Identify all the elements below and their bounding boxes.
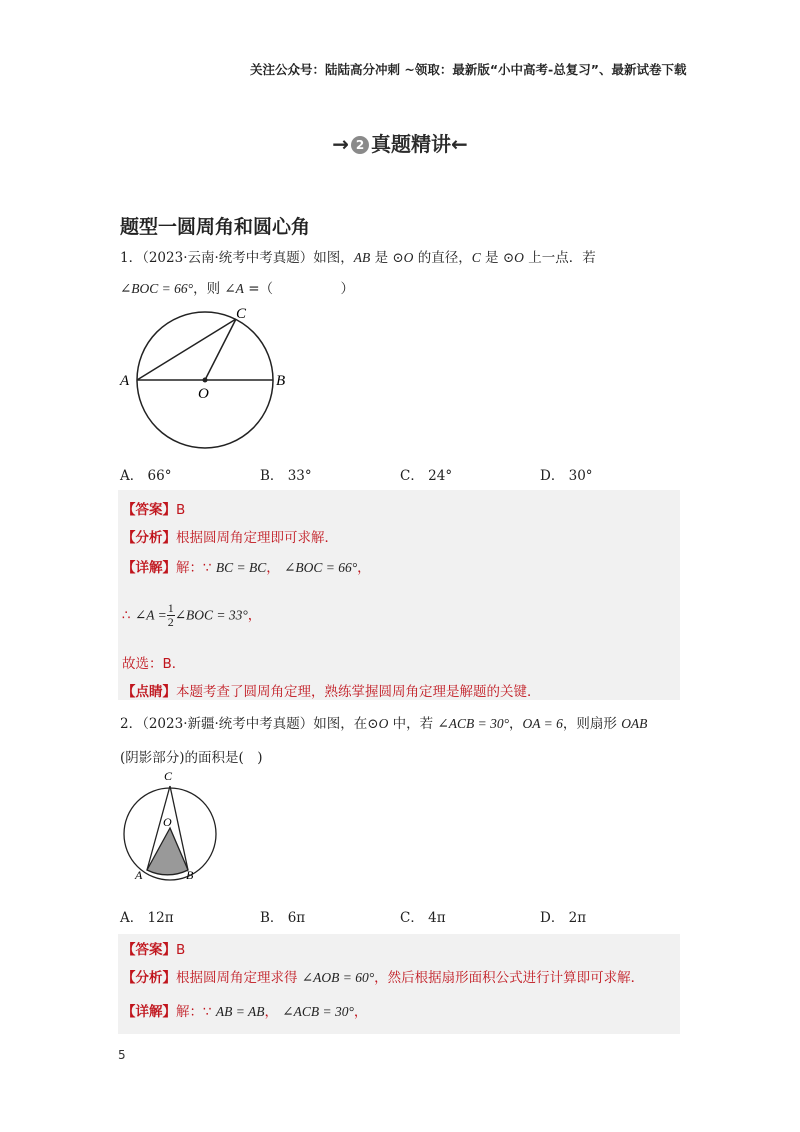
q1-answer: 【答案】B [122,502,186,518]
q2-label-a: A [135,868,143,882]
q1-line1: 1．（2023·云南·统考中考真题）如图，AB 是 ⊙O 的直径，C 是 ⊙O 上一点．若 [120,250,596,266]
page-number: 5 [118,1048,126,1062]
q2-detail: 【详解】解：∵ AB = AB， ∠ACB = 30°， [122,1004,368,1020]
q1-therefore: ∴ ∠A = $\frac{1}{2}$ ∠BOC = 33°， [122,601,262,629]
q2-figure [118,766,228,886]
q1-answer-box [118,490,680,700]
q1-option-d: D． 30° [540,468,593,484]
q1-choose: 故选：B． [122,656,186,672]
q2-line2: (阴影部分)的面积是( ) [120,750,263,766]
q1-label-b: B [276,373,286,389]
section-title: 真题精讲 [371,132,451,156]
q2-option-a: A． 12π [120,910,174,926]
q1-label-c: C [236,306,247,322]
q1-option-b: B． 33° [260,468,312,484]
header-note: 关注公众号：陆陆高分冲刺 ~领取：最新版“小中高考-总复习”、最新试卷下载 [250,62,687,77]
q1-label-o: O [198,386,209,402]
q1-comment: 【点睛】本题考查了圆周角定理，熟练掌握圆周角定理是解题的关键． [122,684,541,700]
section-number-badge: 2 [351,136,369,154]
q1-figure [118,300,308,470]
q2-line1: 2．（2023·新疆·统考中考真题）如图，在⊙O 中，若 ∠ACB = 30°，OA = 6，则扇形 OAB [120,716,648,732]
q2-label-c: C [164,769,173,783]
q1-detail: 【详解】解：∵ BC = BC， ∠BOC = 66°， [122,560,371,576]
q1-label-a: A [120,373,130,389]
q2-answer: 【答案】B [122,942,186,958]
q2-label-o: O [163,815,172,829]
q1-option-a: A． 66° [120,468,172,484]
q1-analysis: 【分析】根据圆周角定理即可求解． [122,530,338,546]
q1-option-c: C． 24° [400,468,453,484]
arrow-right-icon: → [332,132,349,156]
q2-option-b: B． 6π [260,910,306,926]
q2-label-b: B [186,868,194,882]
section-banner [0,128,800,157]
q1-line2: ∠BOC = 66°，则 ∠A =（ ） [120,281,355,297]
q2-answer-box [118,934,680,1034]
arrow-left-icon: ← [451,132,468,156]
topic-title: 题型一圆周角和圆心角 [120,216,311,238]
q2-analysis: 【分析】根据圆周角定理求得 ∠AOB = 60°，然后根据扇形面积公式进行计算即可求解． [122,970,645,986]
q2-option-d: D． 2π [540,910,587,926]
q2-option-c: C． 4π [400,910,446,926]
